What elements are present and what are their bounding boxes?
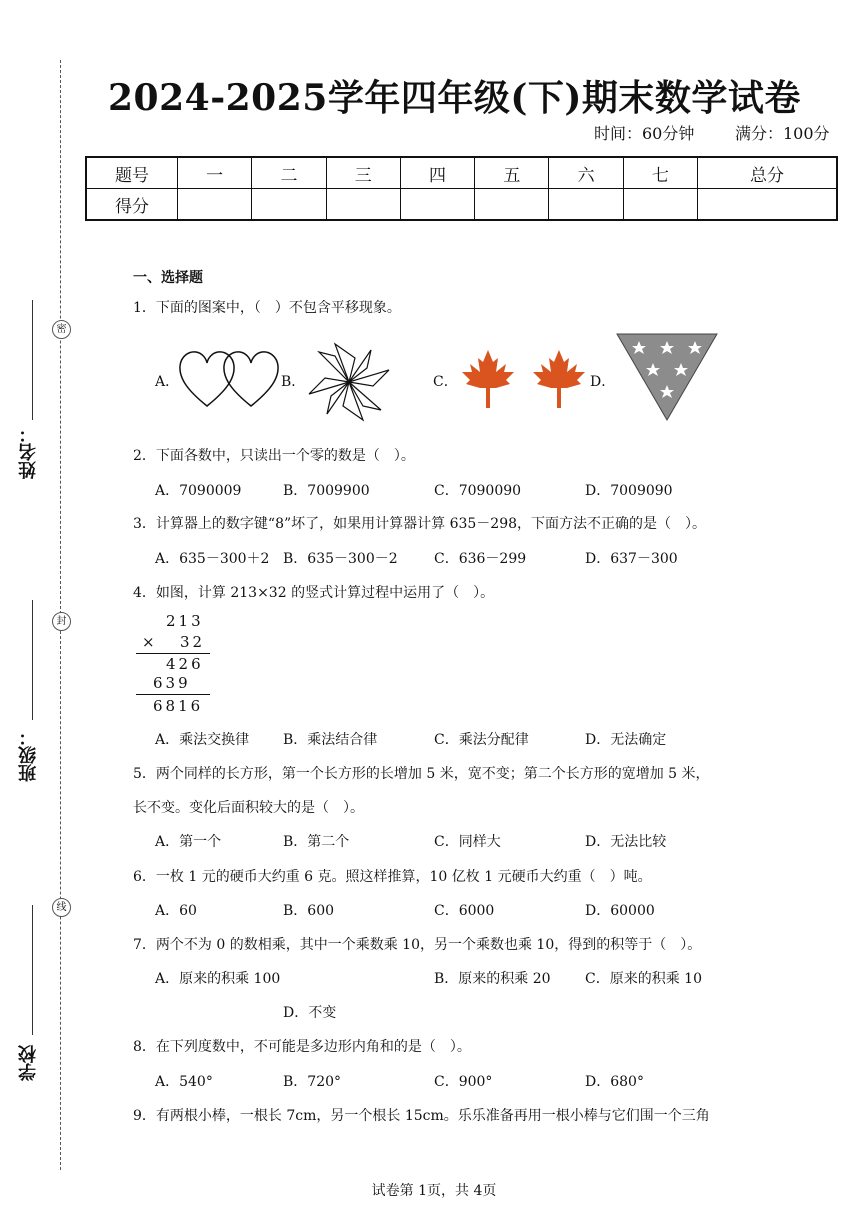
exam-full-score: 满分：100分: [735, 124, 830, 143]
score-input-cell[interactable]: [698, 189, 837, 221]
seal-mark: 线: [52, 898, 71, 917]
score-table-cell: 得分: [86, 189, 178, 221]
score-table-cell: 七: [623, 157, 697, 189]
option-label: B．7009900: [283, 483, 370, 499]
option-label: B．: [281, 374, 306, 390]
calc-multiplier: 32: [180, 633, 206, 651]
seal-mark: 密: [52, 320, 71, 339]
question-stem: 7．两个不为 0 的数相乘，其中一个乘数乘 10，另一个乘数也乘 10，得到的积等于（ ）。: [133, 937, 702, 953]
option-label: C．乘法分配律: [434, 732, 529, 748]
class-label: 班级：: [18, 728, 39, 782]
question-stem: 1．下面的图案中，（ ）不包含平移现象。: [133, 300, 401, 316]
seal-mark: 封: [52, 612, 71, 631]
score-table-header-row: [86, 157, 837, 189]
option-label: C．: [433, 374, 458, 390]
option-label: D．7009090: [585, 483, 673, 499]
question-stem: 6．一枚 1 元的硬币大约重 6 克。照这样推算，10 亿枚 1 元硬币大约重（ ）吨。: [133, 869, 652, 885]
school-label: 学校: [18, 1045, 39, 1081]
option-label: B．600: [283, 903, 335, 919]
option-label: B．原来的积乘 20: [434, 971, 551, 987]
option-label: D．637－300: [585, 551, 678, 567]
option-label: A．乘法交换律: [155, 732, 250, 748]
option-label: A．7090009: [155, 483, 242, 499]
calc-rule: [136, 694, 210, 695]
pinwheel-figure: [305, 340, 393, 424]
question-stem: 5．两个同样的长方形，第一个长方形的长增加 5 米，宽不变；第二个长方形的宽增加 5 米，: [133, 766, 710, 782]
option-label: A．: [155, 374, 180, 390]
maple-leaf-icon: [460, 348, 516, 410]
option-label: A．540°: [155, 1074, 213, 1090]
maple-leaf-icon: [531, 348, 587, 410]
option-label: D．不变: [283, 1005, 337, 1021]
name-label: 姓名：: [18, 425, 39, 479]
exam-title: 2024-2025学年四年级(下)期末数学试卷: [108, 77, 801, 119]
question-stem: 3．计算器上的数字键“8”坏了，如果用计算器计算 635－298，下面方法不正确的是（ ）。: [133, 516, 707, 532]
option-label: D．60000: [585, 903, 655, 919]
score-table-cell: 二: [252, 157, 326, 189]
score-input-cell[interactable]: [326, 189, 400, 221]
question-stem: 4．如图，计算 213×32 的竖式计算过程中运用了（ ）。: [133, 585, 495, 601]
option-label: B．第二个: [283, 834, 350, 850]
option-label: D．680°: [585, 1074, 644, 1090]
score-table-cell: 四: [400, 157, 474, 189]
option-label: C．6000: [434, 903, 495, 919]
option-label: A．原来的积乘 100: [155, 971, 281, 987]
score-input-cell[interactable]: [549, 189, 623, 221]
option-label: D．无法确定: [585, 732, 667, 748]
option-label: D．: [590, 374, 616, 390]
score-table-cell: 总分: [698, 157, 837, 189]
page-footer: 试卷第 1页，共 4页: [371, 1183, 497, 1199]
class-write-line: [32, 600, 33, 720]
option-label: C．同样大: [434, 834, 501, 850]
score-table: [85, 156, 838, 221]
score-input-cell[interactable]: [623, 189, 697, 221]
option-label: C．7090090: [434, 483, 522, 499]
question-stem: 9．有两根小棒，一根长 7cm，另一个根长 15cm。乐乐准备再用一根小棒与它们围一个三角: [133, 1108, 710, 1124]
option-label: A．635－300＋2: [155, 551, 270, 567]
exam-time: 时间：60分钟: [594, 124, 695, 143]
overlapping-hearts-figure: [177, 350, 281, 410]
calc-rule: [136, 653, 210, 654]
star-triangle-figure: [615, 332, 719, 422]
calc-times-sign: ×: [142, 633, 158, 651]
score-table-cell: 三: [326, 157, 400, 189]
option-label: B．乘法结合律: [283, 732, 378, 748]
school-write-line: [32, 905, 33, 1035]
option-label: B．635－300－2: [283, 551, 398, 567]
option-label: A．60: [155, 903, 197, 919]
calc-partial-product: 639: [153, 674, 191, 692]
option-label: A．第一个: [155, 834, 222, 850]
name-write-line: [32, 300, 33, 420]
calc-result: 6816: [153, 697, 204, 715]
score-table-cell: 六: [549, 157, 623, 189]
calc-multiplicand: 213: [166, 612, 204, 630]
score-table-cell: 五: [475, 157, 549, 189]
section-heading: 一、选择题: [133, 270, 203, 286]
question-stem: 2．下面各数中，只读出一个零的数是（ ）。: [133, 448, 415, 464]
score-input-cell[interactable]: [178, 189, 252, 221]
question-stem-continued: 长不变。变化后面积较大的是（ ）。: [133, 800, 364, 816]
score-input-cell[interactable]: [475, 189, 549, 221]
score-table-cell: 一: [178, 157, 252, 189]
option-label: C．636－299: [434, 551, 527, 567]
score-table-score-row: [86, 189, 837, 221]
option-label: C．900°: [434, 1074, 493, 1090]
score-input-cell[interactable]: [252, 189, 326, 221]
calc-partial-product: 426: [166, 655, 204, 673]
score-input-cell[interactable]: [400, 189, 474, 221]
option-label: C．原来的积乘 10: [585, 971, 702, 987]
score-table-cell: 题号: [86, 157, 178, 189]
question-stem: 8．在下列度数中，不可能是多边形内角和的是（ ）。: [133, 1039, 471, 1055]
option-label: D．无法比较: [585, 834, 667, 850]
option-label: B．720°: [283, 1074, 342, 1090]
